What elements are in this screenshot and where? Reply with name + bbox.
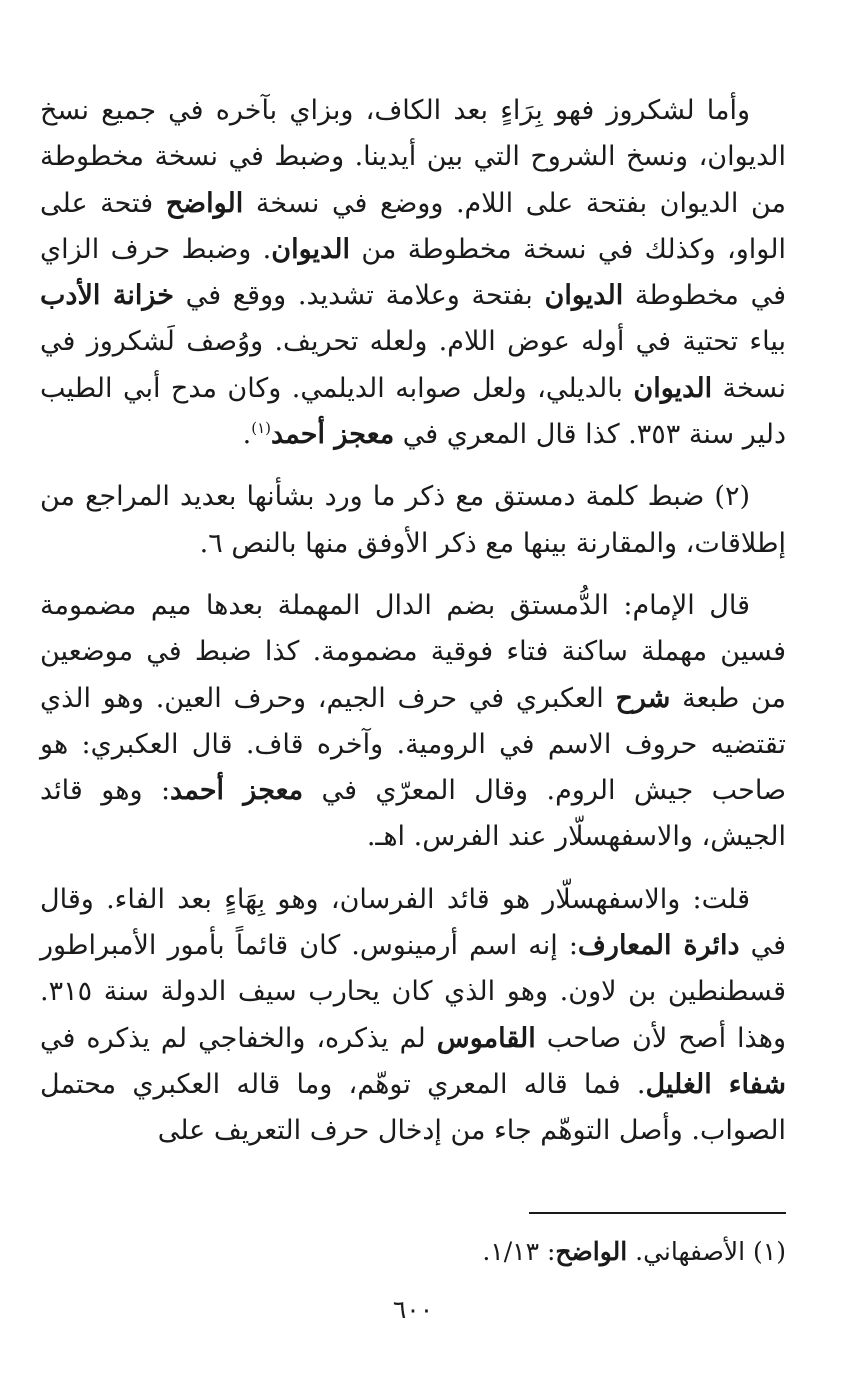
footnote-separator: [529, 1212, 786, 1214]
document-page: [40, 88, 786, 1338]
text-run: .: [242, 419, 252, 451]
paragraph-p2: [40, 474, 786, 567]
bold-title: شفاء الغليل: [645, 1068, 786, 1100]
footnote: [40, 1232, 786, 1272]
bold-title: دائرة المعارف: [577, 930, 740, 962]
text-run: قال الإمام: الدُّمستق بضم الدال المهملة بعدها ميم مضمومة فسين مهملة ساكنة فتاء فوقية مضمومة. كذا ضبط في موضعين من طبعة: [40, 589, 786, 714]
text-run: بالديلي، ولعل صوابه الديلمي. وكان مدح أبي الطيب دلير سنة ٣٥٣. كذا قال المعري في: [40, 372, 786, 451]
text-run: (١) الأصفهاني.: [627, 1237, 786, 1266]
bold-title: معجز أحمد: [170, 775, 304, 807]
bold-title: معجز أحمد: [271, 419, 395, 451]
paragraph-p3: [40, 583, 786, 861]
text-run: قلت: والاسفهسلّار هو قائد الفرسان، وهو بِهَاءٍ بعد الفاء. وقال في: [40, 883, 786, 962]
text-run: فتحة على الواو، وكذلك في نسخة مخطوطة من: [40, 187, 786, 265]
text-run: : وهو قائد الجيش، والاسفهسلّار عند الفرس. اهـ.: [40, 775, 786, 853]
bold-title: الديوان: [633, 372, 713, 404]
bold-title: الواضح: [165, 187, 244, 219]
text-run: : إنه اسم أرمينوس. كان قائماً بأمور الأمبراطور قسطنطين بن لاون. وهو الذي كان يحارب سيف الدولة سنة ٣١٥. وهذا أصح لأن صاحب: [40, 930, 786, 1054]
text-run: . وضبط حرف الزاي في مخطوطة: [40, 233, 786, 312]
paragraph-p1: [40, 88, 786, 458]
text-run: بياء تحتية في أوله عوض اللام. ولعله تحريف. ووُصف لَشكروز في نسخة: [40, 326, 786, 404]
page-number: ٦٠٠: [392, 1295, 434, 1324]
text-run: وأما لشكروز فهو بِرَاءٍ بعد الكاف، وبزاي بآخره في جميع نسخ الديوان، ونسخ الشروح التي بين أيدينا. وضبط في نسخة مخطوطة من الديوان بفتحة على اللام. ووضع في نسخة: [40, 95, 786, 219]
bold-title: القاموس: [436, 1022, 536, 1054]
text-run: العكبري في حرف الجيم، وحرف العين. وهو الذي تقتضيه حروف الاسم في الرومية. وآخره قاف. قال العكبري: هو صاحب جيش الروم. وقال المعرّي في: [40, 682, 786, 807]
bold-title: الديوان: [544, 280, 624, 312]
bold-title: شرح: [615, 682, 671, 714]
bold-title: خزانة الأدب: [40, 280, 174, 312]
bold-title: الواضح: [555, 1237, 628, 1266]
text-run: (٢) ضبط كلمة دمستق مع ذكر ما ورد بشأنها بعديد المراجع من إطلاقات، والمقارنة بينها مع ذكر الأوفق منها بالنص ٦.: [40, 481, 786, 559]
text-run: : ١/١٣.: [482, 1237, 556, 1266]
text-run: لم يذكره، والخفاجي لم يذكره في: [40, 1022, 437, 1054]
text-run: بفتحة وعلامة تشديد. ووقع في: [173, 280, 545, 312]
text-run: . فما قاله المعري توهّم، وما قاله العكبري محتمل الصواب. وأصل التوهّم جاء من إدخال حرف التعريف على: [40, 1068, 786, 1147]
main-text: [40, 88, 786, 1155]
bold-title: الديوان: [271, 233, 350, 265]
paragraph-p4: [40, 877, 786, 1155]
footnote-marker: (١): [251, 419, 271, 438]
